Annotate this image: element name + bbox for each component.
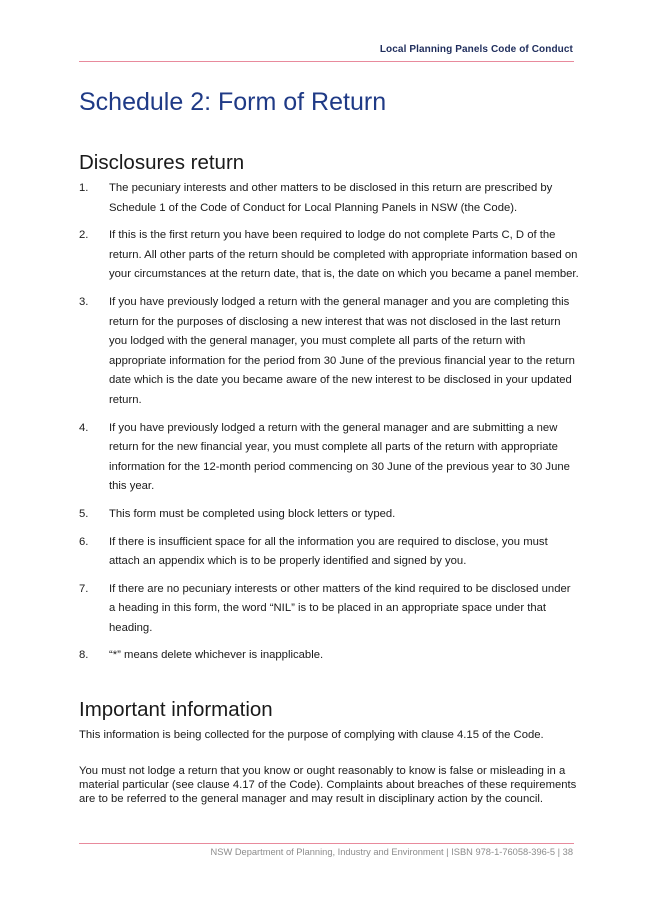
list-item: [79, 419, 579, 497]
item-number: 7.: [79, 582, 89, 595]
running-header: Local Planning Panels Code of Conduct: [379, 44, 573, 55]
page-footer: NSW Department of Planning, Industry and Environment | ISBN 978-1-76058-396-5 | 38: [210, 847, 573, 857]
disclosures-list: [79, 179, 579, 674]
list-item: [79, 533, 579, 572]
item-text: This form must be completed using block letters or typed.: [109, 507, 396, 520]
list-item: [79, 179, 579, 218]
item-number: 6.: [79, 535, 89, 548]
item-number: 1.: [79, 182, 89, 194]
item-number: 8.: [79, 649, 89, 662]
item-text: If there are no pecuniary interests or other matters of the kind required to be disclosed under a heading in this form, the word “NIL” is to be placed in an appropriate space under that heading.: [109, 582, 571, 634]
disclosures-heading: Disclosures return: [79, 151, 245, 174]
footer-divider: [79, 843, 574, 844]
important-paragraph: This information is being collected for the purpose of complying with clause 4.15 of the Code.: [79, 729, 544, 741]
page-title: Schedule 2: Form of Return: [79, 88, 387, 116]
item-text: The pecuniary interests and other matters to be disclosed in this return are prescribed by Schedule 1 of the Code of Conduct for Local Planning Panels in NSW (the Code).: [109, 182, 553, 214]
item-number: 2.: [79, 229, 89, 242]
item-text: “*” means delete whichever is inapplicable.: [109, 649, 324, 662]
important-paragraph: You must not lodge a return that you know or ought reasonably to know is false or misleading in a material particular (see clause 4.17 of the Code). Complaints about breaches of these requirements are to be referred to the general manager and may result in disciplinary action by the council.: [79, 765, 577, 806]
list-item: [79, 580, 579, 639]
list-item: [79, 646, 579, 666]
item-number: 4.: [79, 421, 89, 434]
header-divider: [79, 61, 574, 62]
important-information-heading: Important information: [79, 698, 273, 721]
list-item: [79, 505, 579, 525]
list-item: [79, 293, 579, 411]
item-text: If you have previously lodged a return with the general manager and are submitting a new return for the new financial year, you must complete all parts of the return with appropriate information for the 12-month period commencing on 30 June of the previous year to 30 June this year.: [109, 421, 570, 493]
item-text: If this is the first return you have been required to lodge do not complete Parts C, D of the return. All other parts of the return should be completed with appropriate information based on your circumstances at the return date, that is, the date on which you became a panel member.: [109, 229, 579, 281]
item-number: 5.: [79, 507, 89, 520]
item-number: 3.: [79, 295, 89, 308]
item-text: If there is insufficient space for all the information you are required to disclose, you must attach an appendix which is to be properly identified and signed by you.: [109, 535, 548, 568]
item-text: If you have previously lodged a return with the general manager and you are completing this return for the purposes of disclosing a new interest that was not disclosed in the last return you lodged with the general manager, you must complete all parts of the return with appropriate information for the period from 30 June of the previous financial year to the return date which is the date you became aware of the new interest to be disclosed in your updated return.: [109, 295, 575, 406]
list-item: [79, 226, 579, 285]
